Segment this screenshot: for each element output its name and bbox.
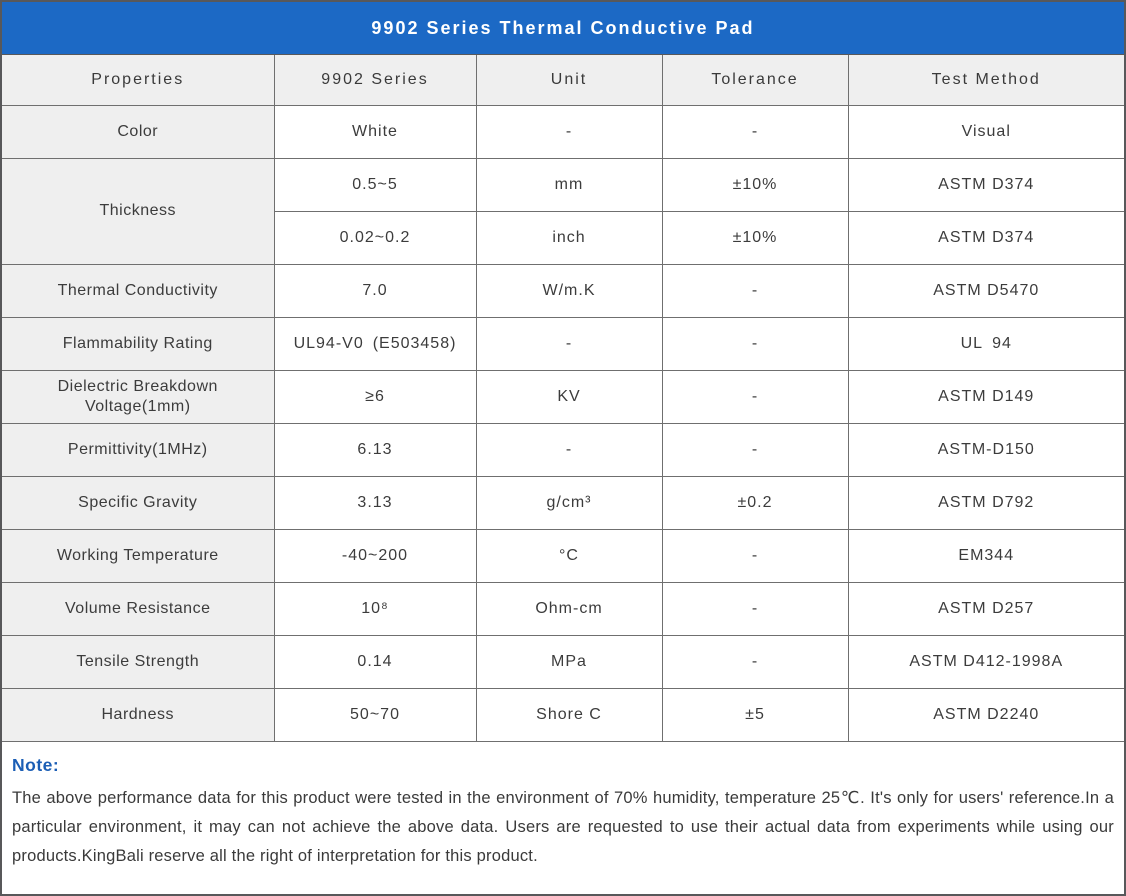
value-cell: 3.13 (274, 476, 476, 529)
property-cell: Tensile Strength (2, 635, 274, 688)
table-row (2, 264, 1124, 317)
value-cell: -40~200 (274, 529, 476, 582)
method-cell: ASTM D257 (848, 582, 1124, 635)
value-cell: 6.13 (274, 423, 476, 476)
column-header-test-method: Test Method (848, 55, 1124, 105)
tolerance-cell: - (662, 582, 848, 635)
unit-cell: - (476, 317, 662, 370)
tolerance-cell: - (662, 635, 848, 688)
value-cell: 0.02~0.2 (274, 211, 476, 264)
method-cell: ASTM D149 (848, 370, 1124, 423)
unit-cell: Ohm-cm (476, 582, 662, 635)
column-header-unit: Unit (476, 55, 662, 105)
method-cell: ASTM D374 (848, 211, 1124, 264)
note-text: The above performance data for this product were tested in the environment of 70% humidity, temperature 25℃. It's only for users' reference.In a particular environment, it may can not achieve the above data. Users are requested to use their actual data from experiments while using our products.KingBali reserve all the right of interpretation for this product. (12, 788, 1114, 865)
property-cell: Thickness (2, 158, 274, 264)
property-cell: Color (2, 105, 274, 158)
unit-cell: mm (476, 158, 662, 211)
property-cell: Flammability Rating (2, 317, 274, 370)
tolerance-cell: - (662, 264, 848, 317)
table-row (2, 370, 1124, 423)
method-cell: ASTM D374 (848, 158, 1124, 211)
tolerance-cell: - (662, 105, 848, 158)
table-row (2, 582, 1124, 635)
unit-cell: inch (476, 211, 662, 264)
unit-cell: - (476, 105, 662, 158)
unit-cell: g/cm³ (476, 476, 662, 529)
tolerance-cell: - (662, 529, 848, 582)
property-cell: Dielectric Breakdown Voltage(1mm) (2, 370, 274, 423)
table-row (2, 688, 1124, 741)
table-row (2, 423, 1124, 476)
property-cell: Hardness (2, 688, 274, 741)
property-cell: Volume Resistance (2, 582, 274, 635)
tolerance-cell: ±0.2 (662, 476, 848, 529)
unit-cell: °C (476, 529, 662, 582)
value-cell: 10⁸ (274, 582, 476, 635)
value-cell: 0.14 (274, 635, 476, 688)
value-cell: 7.0 (274, 264, 476, 317)
unit-cell: KV (476, 370, 662, 423)
value-cell: 50~70 (274, 688, 476, 741)
table-row (2, 635, 1124, 688)
spec-table (2, 55, 1124, 742)
property-cell: Working Temperature (2, 529, 274, 582)
column-header-properties: Properties (2, 55, 274, 105)
value-cell: ≥6 (274, 370, 476, 423)
property-cell: Thermal Conductivity (2, 264, 274, 317)
unit-cell: Shore C (476, 688, 662, 741)
method-cell: UL 94 (848, 317, 1124, 370)
value-cell: UL94-V0 (E503458) (274, 317, 476, 370)
table-row (2, 476, 1124, 529)
unit-cell: - (476, 423, 662, 476)
tolerance-cell: - (662, 317, 848, 370)
method-cell: Visual (848, 105, 1124, 158)
table-row (2, 158, 1124, 211)
note-section (2, 742, 1124, 871)
method-cell: ASTM D792 (848, 476, 1124, 529)
property-cell: Permittivity(1MHz) (2, 423, 274, 476)
value-cell: White (274, 105, 476, 158)
method-cell: ASTM D2240 (848, 688, 1124, 741)
property-cell: Specific Gravity (2, 476, 274, 529)
tolerance-cell: - (662, 423, 848, 476)
unit-cell: W/m.K (476, 264, 662, 317)
tolerance-cell: ±5 (662, 688, 848, 741)
method-cell: ASTM-D150 (848, 423, 1124, 476)
table-row (2, 317, 1124, 370)
note-label: Note: (12, 754, 60, 775)
table-row (2, 105, 1124, 158)
method-cell: ASTM D412-1998A (848, 635, 1124, 688)
tolerance-cell: ±10% (662, 211, 848, 264)
table-row (2, 529, 1124, 582)
value-cell: 0.5~5 (274, 158, 476, 211)
column-header-tolerance: Tolerance (662, 55, 848, 105)
header-row (2, 55, 1124, 105)
column-header-series: 9902 Series (274, 55, 476, 105)
page-title: 9902 Series Thermal Conductive Pad (371, 17, 755, 38)
tolerance-cell: ±10% (662, 158, 848, 211)
tolerance-cell: - (662, 370, 848, 423)
method-cell: ASTM D5470 (848, 264, 1124, 317)
title-bar (2, 2, 1124, 55)
unit-cell: MPa (476, 635, 662, 688)
method-cell: EM344 (848, 529, 1124, 582)
